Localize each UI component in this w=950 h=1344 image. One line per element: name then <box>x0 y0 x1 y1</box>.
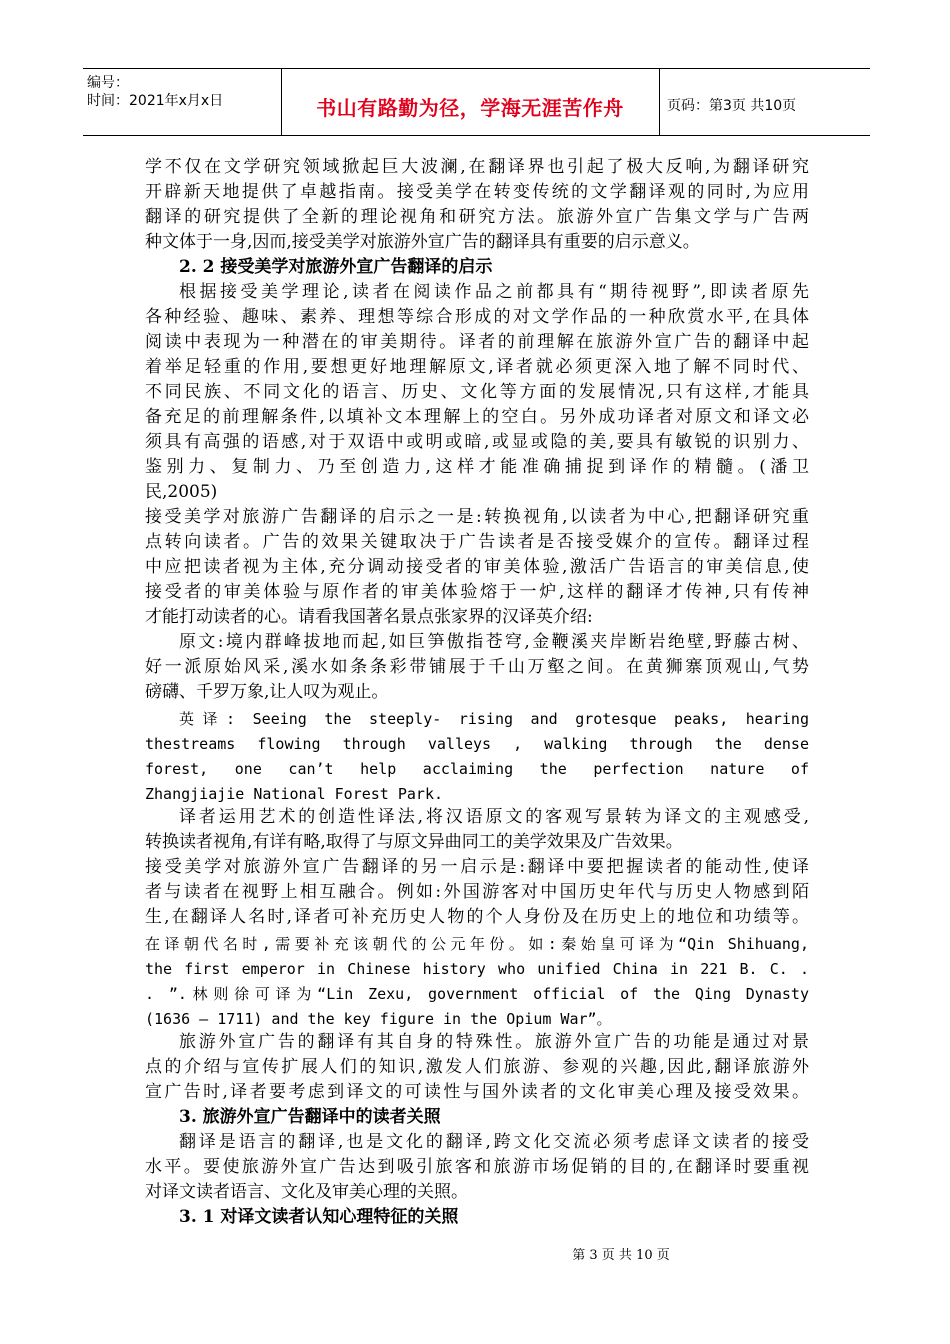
text-line: the first emperor in Chinese history who unified China in 221 B. C. . <box>145 960 809 978</box>
header-page-number: 页码：第3页 共10页 <box>667 98 797 114</box>
text-line: 学不仅在文学研究领域掀起巨大波澜,在翻译界也引起了极大反响,为翻译研究 <box>145 157 809 177</box>
text-line: 接受者的审美体验与原作者的审美体验熔于一炉,这样的翻译才传神,只有传神 <box>145 582 809 602</box>
text-line: thestreams flowing through valleys , walking through the dense <box>145 735 809 753</box>
text-line: 磅礴、千罗万象,让人叹为观止。 <box>145 682 389 702</box>
section-heading: 3. 1 对译文读者认知心理特征的关照 <box>179 1207 459 1227</box>
text-line: . ”.林则徐可译为“Lin Zexu, government official of the Qing Dynasty <box>145 985 809 1003</box>
text-line: 中应把读者视为主体,充分调动接受者的审美体验,激活广告语言的审美信息,使 <box>145 557 809 577</box>
text-line: 种文体于一身,因而,接受美学对旅游外宣广告的翻译具有重要的启示意义。 <box>145 232 700 252</box>
text-line: 翻译的研究提供了全新的理论视角和研究方法。旅游外宣广告集文学与广告两 <box>145 207 809 227</box>
section-heading: 3. 旅游外宣广告翻译中的读者关照 <box>179 1107 441 1127</box>
text-line: 接受美学对旅游外宣广告翻译的另一启示是:翻译中要把握读者的能动性,使译 <box>145 857 809 877</box>
text-line: 生,在翻译人名时,译者可补充历史人物的个人身份及在历史上的地位和功绩等。 <box>145 907 809 927</box>
text-line: 才能打动读者的心。请看我国著名景点张家界的汉译英介绍: <box>145 607 593 627</box>
text-line: 宣广告时,译者要考虑到译文的可读性与国外读者的文化审美心理及接受效果。 <box>145 1082 809 1102</box>
text-line: Zhangjiajie National Forest Park. <box>145 785 444 803</box>
date-line: 时间：2021年x月x日 <box>87 93 224 109</box>
text-line: 转换读者视角,有详有略,取得了与原文异曲同工的美学效果及广告效果。 <box>145 832 683 852</box>
text-line: 旅游外宣广告的翻译有其自身的特殊性。旅游外宣广告的功能是通过对景 <box>179 1032 809 1052</box>
page-footer <box>0 1244 950 1263</box>
header-motto: 书山有路勤为径，学海无涯苦作舟 <box>316 96 624 120</box>
text-line: 须具有高强的语感,对于双语中或明或暗,或显或隐的美,要具有敏锐的识别力、 <box>145 432 809 452</box>
text-line: 开辟新天地提供了卓越指南。接受美学在转变传统的文学翻译观的同时,为应用 <box>145 182 809 202</box>
text-line: (1636 – 1711) and the key figure in the Opium War”。 <box>145 1010 612 1028</box>
text-line: 不同民族、不同文化的语言、历史、文化等方面的发展情况,只有这样,才能具 <box>145 382 809 402</box>
text-line: 点的介绍与宣传扩展人们的知识,激发人们旅游、参观的兴趣,因此,翻译旅游外 <box>145 1057 809 1077</box>
header-page-cell <box>659 69 870 135</box>
text-line: 根据接受美学理论,读者在阅读作品之前都具有“期待视野”,即读者原先 <box>179 282 809 302</box>
text-line: 着举足轻重的作用,要想更好地理解原文,译者就必须更深入地了解不同时代、 <box>145 357 809 377</box>
text-line: forest, one can’t help acclaiming the perfection nature of <box>145 760 809 778</box>
text-line: 原文:境内群峰拔地而起,如巨笋傲指苍穹,金鞭溪夹岸断岩绝壁,野藤古树、 <box>179 632 810 652</box>
text-line: 翻译是语言的翻译,也是文化的翻译,跨文化交流必须考虑译文读者的接受 <box>179 1132 809 1152</box>
text-line: 阅读中表现为一种潜在的审美期待。译者的前理解在旅游外宣广告的翻译中起 <box>145 332 809 352</box>
page-header <box>83 68 870 136</box>
text-line: 备充足的前理解条件,以填补文本理解上的空白。另外成功译者对原文和译文必 <box>145 407 809 427</box>
text-line: 译者运用艺术的创造性译法,将汉语原文的客观写景转为译文的主观感受, <box>179 807 809 827</box>
text-line: 点转向读者。广告的效果关键取决于广告读者是否接受媒介的宣传。翻译过程 <box>145 532 809 552</box>
text-line: 在译朝代名时,需要补充该朝代的公元年份。如:秦始皇可译为“Qin Shihuang, <box>145 935 809 953</box>
header-motto-cell <box>281 69 660 135</box>
text-line: 接受美学对旅游广告翻译的启示之一是:转换视角,以读者为中心,把翻译研究重 <box>145 507 809 527</box>
serial-number-label: 编号： <box>87 75 129 91</box>
text-line: 各种经验、趣味、素养、理想等综合形成的对文学作品的一种欣赏水平,在具体 <box>145 307 809 327</box>
text-line: 水平。要使旅游外宣广告达到吸引旅客和旅游市场促销的目的,在翻译时要重视 <box>145 1157 809 1177</box>
text-line: 好一派原始风采,溪水如条条彩带铺展于千山万壑之间。在黄狮寨顶观山,气势 <box>145 657 809 677</box>
text-line: 对译文读者语言、文化及审美心理的关照。 <box>145 1182 468 1202</box>
text-line: 英译: Seeing the steeply- rising and grotesque peaks, hearing <box>179 710 809 728</box>
header-info-cell <box>83 69 282 135</box>
text-line: 者与读者在视野上相互融合。例如:外国游客对中国历史年代与历史人物感到陌 <box>145 882 809 902</box>
text-line: 鉴别力、复制力、乃至创造力,这样才能准确捕捉到译作的精髓。(潘卫 <box>145 457 809 477</box>
footer-page-number: 第 3 页 共 10 页 <box>572 1248 670 1263</box>
section-heading: 2. 2 接受美学对旅游外宣广告翻译的启示 <box>179 257 493 277</box>
text-line: 民,2005) <box>145 482 218 502</box>
